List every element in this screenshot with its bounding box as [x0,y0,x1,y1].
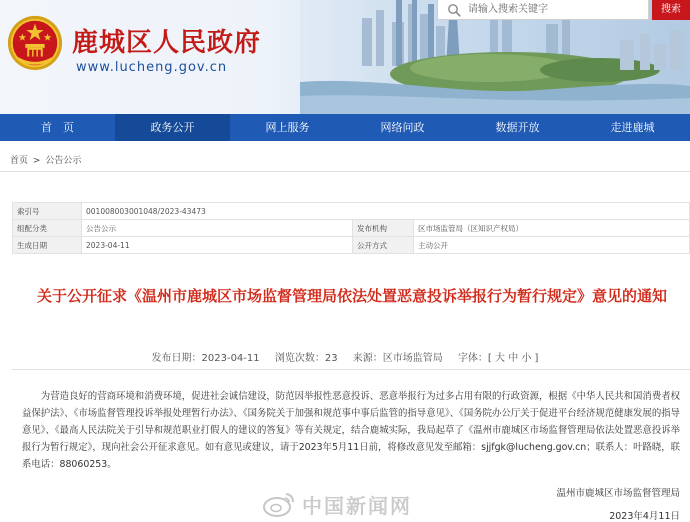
table-row [13,220,690,237]
search-box [437,0,649,20]
index-value: 001008003001048/2023-43473 [82,203,690,220]
table-row [13,237,690,254]
breadcrumb-divider [0,171,690,172]
article-title: 关于公开征求《温州市鹿城区市场监督管理局依法处置恶意投诉举报行为暂行规定》意见的通知 [36,287,667,305]
signature: 温州市鹿城区市场监督管理局 [556,488,680,499]
meta-divider [12,369,690,370]
site-domain: www.lucheng.gov.cn [76,60,228,75]
search-input[interactable] [468,2,644,17]
watermark-text: 中国新闻网 [302,493,412,518]
index-label: 索引号 [13,203,82,220]
open-method-label: 公开方式 [353,237,414,254]
breadcrumb-home[interactable]: 首页 [10,156,29,166]
publish-date: 发布日期：2023-04-11 [151,353,260,364]
watermark [262,486,412,522]
nav-item-government-affairs[interactable]: 政务公开 [115,114,230,141]
nav-item-home[interactable]: 首 页 [41,121,74,134]
search-icon [447,3,461,17]
site-name[interactable]: 鹿城区人民政府 [72,28,262,58]
article-body: 为营造良好的营商环境和消费环境，促进社会诚信建设，防范因举报性恶意投诉、恶意举报行为过多占用有限的行政资源，根据《中华人民共和国消费者权益保护法》、《市场监督管理投诉举报处理暂行办法》、《国务院关于加强和规范事中事后监管的指导意见》、《国务院办公厅关于促进平台经济规范健康发展的指导意见》、《最高人民法院关于引导和规范职业打假人的建议的答复》等有关规定，结合鹿城实际，我局起草了《温州市鹿城区市场监督管理局依法处置恶意投诉举报行为暂行规定》，现向社会公开征求意见。如有意见或建议，请于2023年5月11日前，将修改意见发至邮箱：sjjfgk@lucheng.gov.cn；联系人：叶路晓，联系电话：88060253。 [22,391,680,470]
weibo-icon [262,490,296,518]
category-label: 组配分类 [13,220,82,237]
article-source: 来源：区市场监管局 [352,353,443,364]
font-size-switcher[interactable]: 字体：[ 大 中 小 ] [457,353,539,364]
nav-item-open-data[interactable]: 数据开放 [495,121,540,134]
main-nav [0,114,690,141]
date-value: 2023-04-11 [82,237,353,254]
article-meta [0,349,690,364]
category-value: 公告公示 [82,220,353,237]
agency-value: 区市场监管局（区知识产权局） [414,220,690,237]
search-button[interactable]: 搜索 [652,0,690,20]
agency-label: 发布机构 [353,220,414,237]
nav-item-online-services[interactable]: 网上服务 [265,121,310,134]
nav-item-online-inquiry[interactable]: 网络问政 [380,121,425,134]
breadcrumb-separator: > [32,156,41,166]
site-header [0,0,690,114]
open-method-value: 主动公开 [414,237,690,254]
breadcrumb-current[interactable]: 公告公示 [45,156,82,166]
view-count: 浏览次数：23 [274,353,338,364]
nav-item-about-lucheng[interactable]: 走进鹿城 [610,121,655,134]
national-emblem-icon [6,14,64,72]
table-row [13,203,690,220]
breadcrumb [10,153,83,166]
signature-date: 2023年4月11日 [609,511,680,522]
date-label: 生成日期 [13,237,82,254]
document-info-table [12,202,690,254]
